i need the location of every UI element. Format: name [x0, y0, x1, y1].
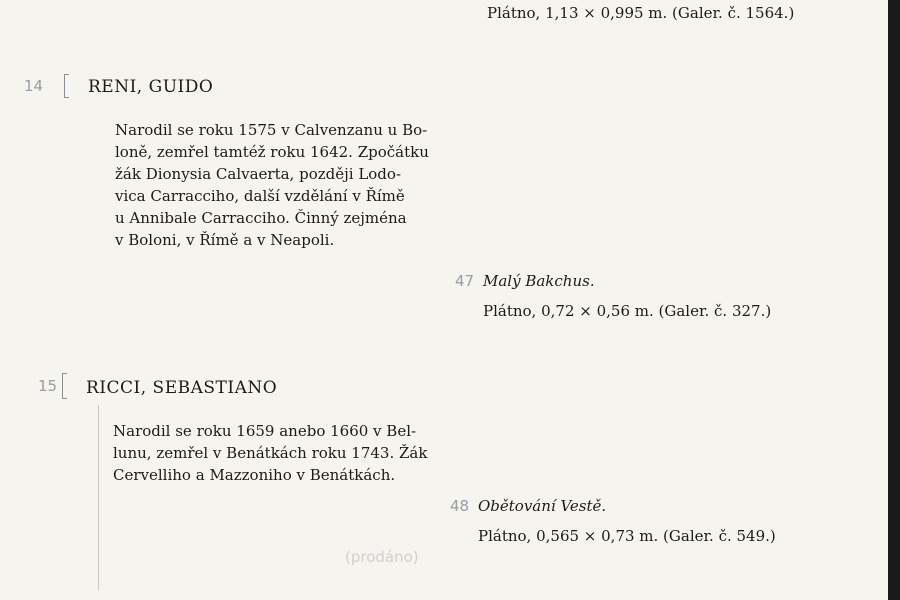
pencil-index-48: 48	[450, 497, 470, 515]
bio-line: lunu, zemřel v Benátkách roku 1743. Žák	[113, 444, 428, 462]
bio-line: Narodil se roku 1659 anebo 1660 v Bel-	[113, 422, 417, 440]
bio-line: u Annibale Carracciho. Činný zejména	[115, 209, 407, 227]
pencil-index-47: 47	[455, 272, 475, 290]
bio-line: Narodil se roku 1575 v Calvenzanu u Bo-	[115, 121, 428, 139]
work-medium-reni: Plátno, 0,72 × 0,56 m. (Galer. č. 327.)	[483, 302, 772, 320]
pencil-faint-note: (prodáno)	[345, 548, 419, 566]
pencil-bracket-icon	[62, 373, 67, 399]
artist-name-reni: RENI, GUIDO	[88, 77, 214, 97]
bio-line: Cervelliho a Mazzoniho v Benátkách.	[113, 466, 396, 484]
pencil-index-15: 15	[38, 377, 58, 395]
work-title-maly-bakchus: Malý Bakchus.	[483, 272, 595, 290]
work-medium-ricci: Plátno, 0,565 × 0,73 m. (Galer. č. 549.)	[478, 527, 776, 545]
bio-line: žák Dionysia Calvaerta, později Lodo-	[115, 165, 402, 183]
work-title-obetovani-veste: Obětování Vestě.	[478, 497, 607, 515]
biography-ricci	[113, 420, 443, 486]
bio-line: vica Carracciho, další vzdělání v Římě	[115, 187, 405, 205]
top-work-medium: Plátno, 1,13 × 0,995 m. (Galer. č. 1564.)	[487, 4, 795, 22]
biography-reni	[115, 119, 456, 251]
pencil-margin-line	[98, 405, 99, 590]
page-edge	[888, 0, 900, 600]
artist-name-ricci: RICCI, SEBASTIANO	[86, 378, 278, 398]
bio-line: v Boloni, v Římě a v Neapoli.	[115, 231, 335, 249]
pencil-bracket-icon	[64, 74, 69, 98]
pencil-index-14: 14	[24, 77, 44, 95]
bio-line: loně, zemřel tamtéž roku 1642. Zpočátku	[115, 143, 429, 161]
